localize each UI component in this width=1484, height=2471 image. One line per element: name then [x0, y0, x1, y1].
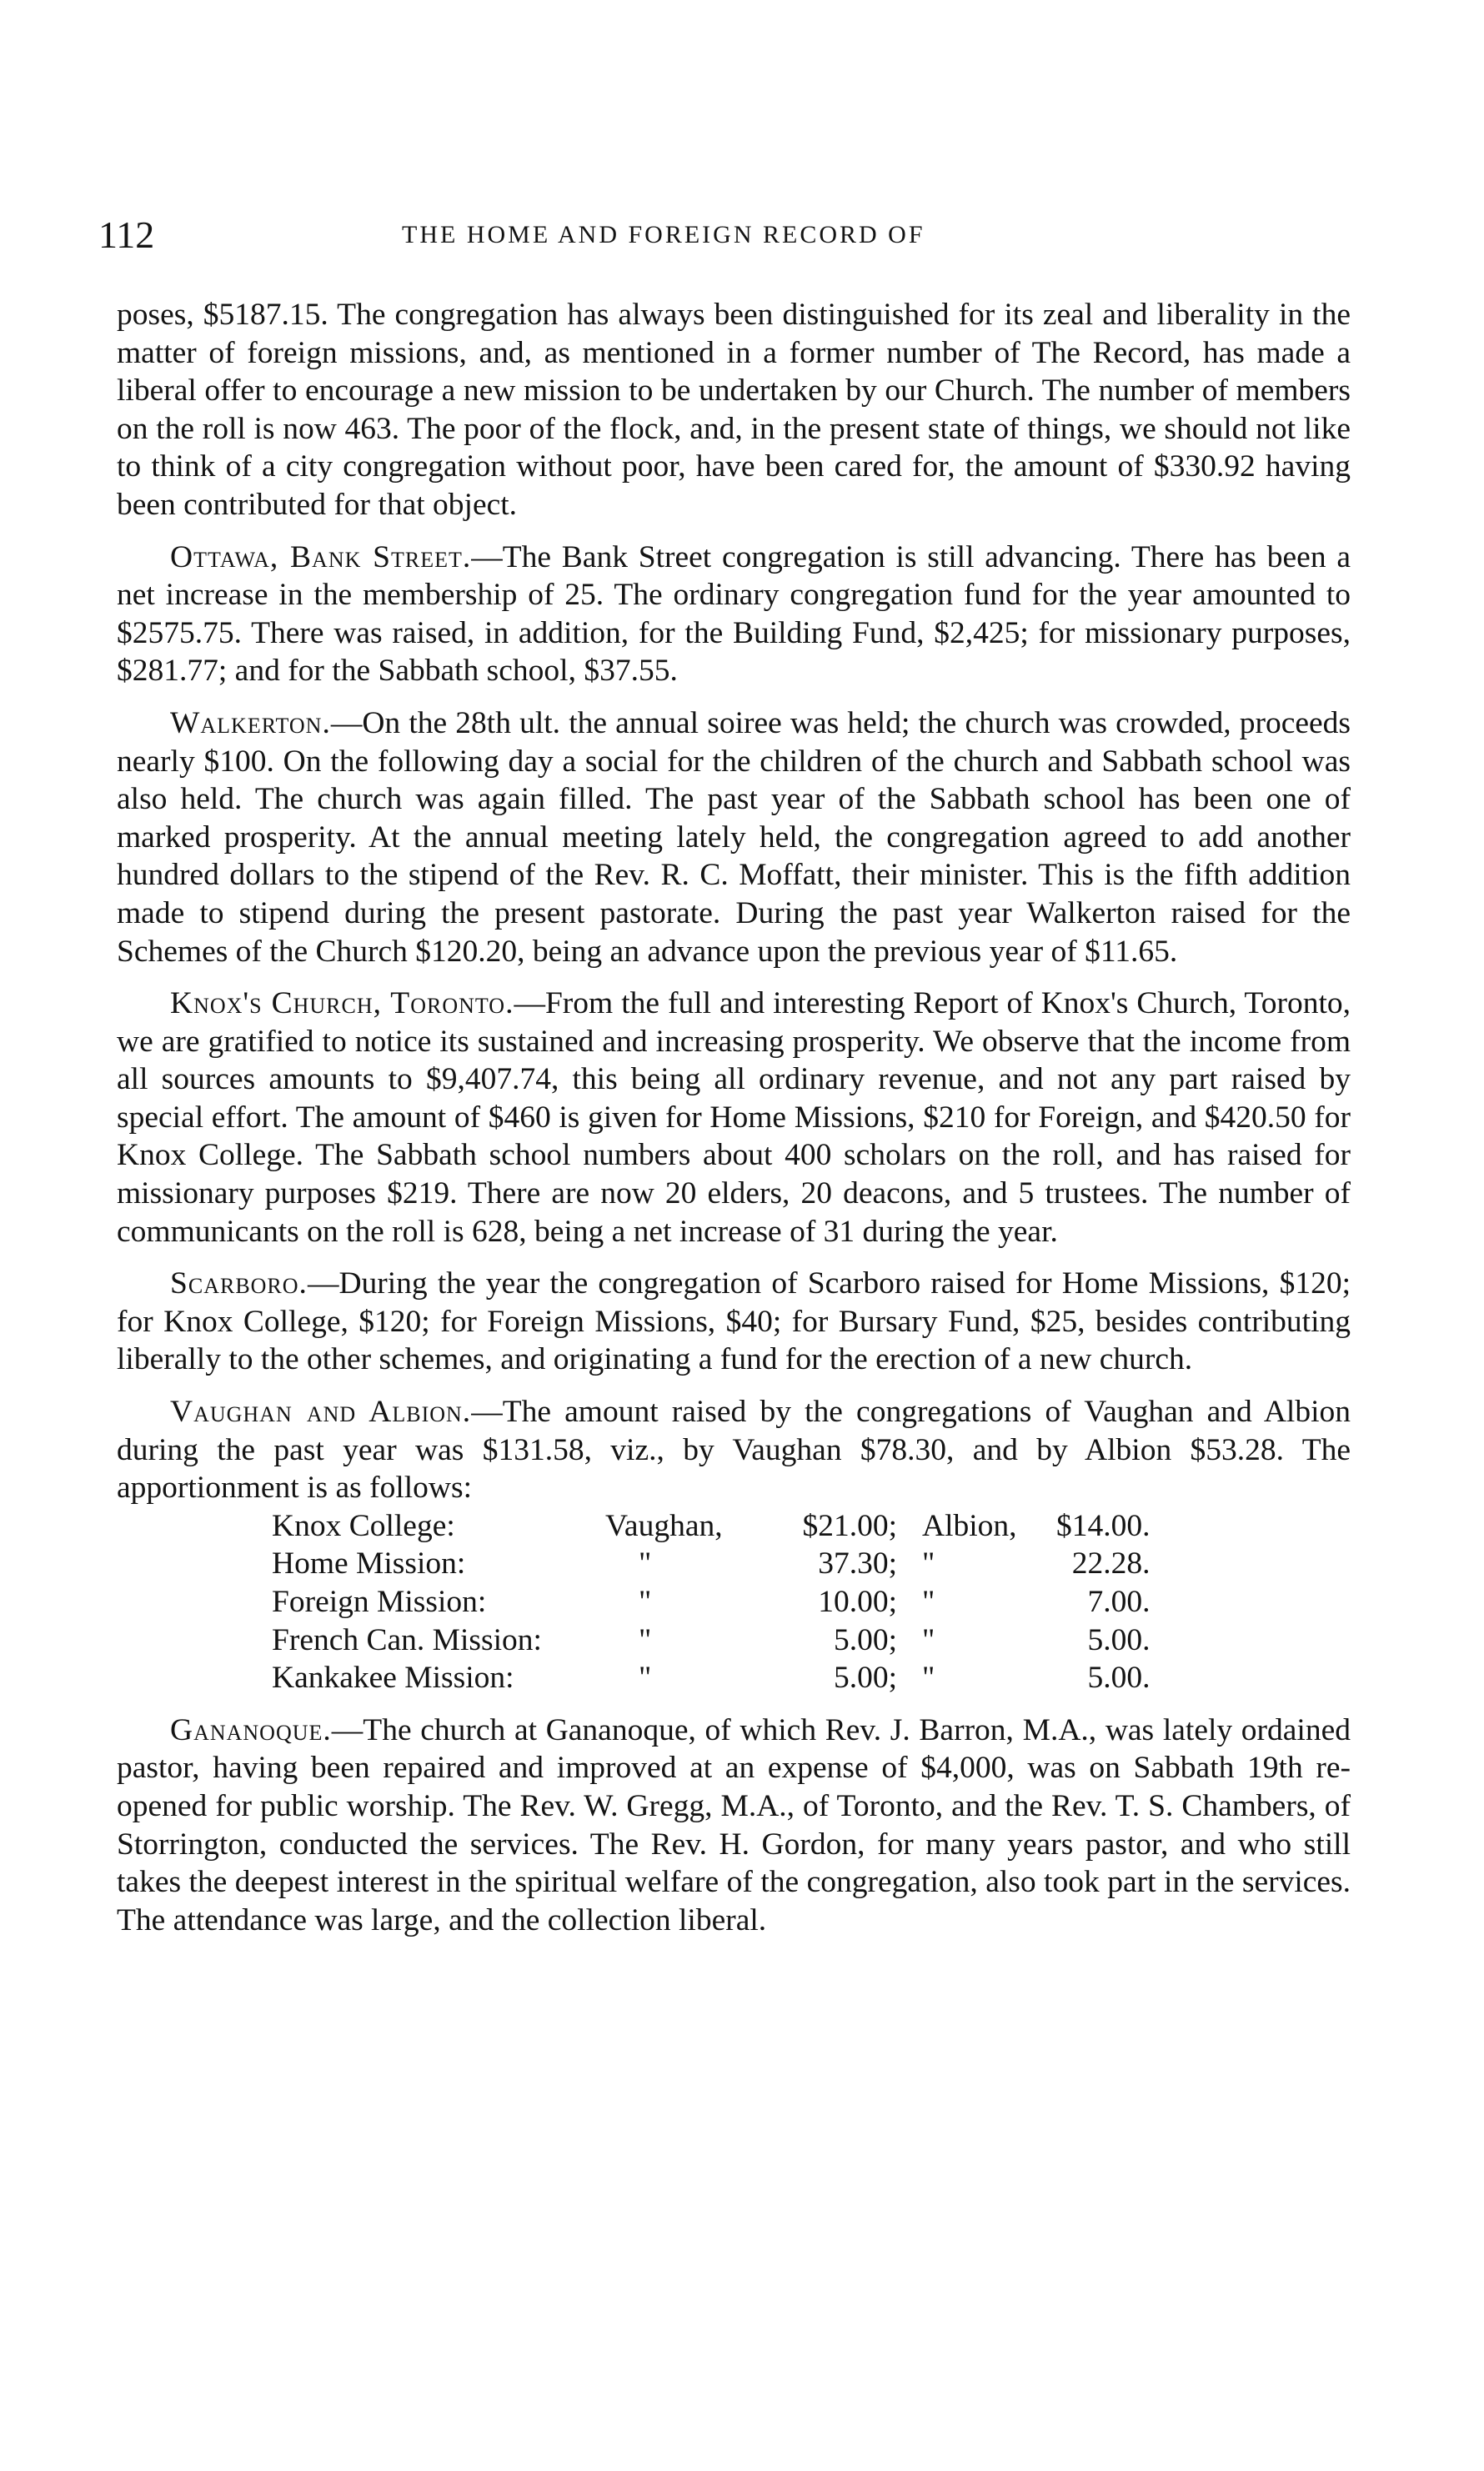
row-label: Knox College: [272, 1508, 455, 1543]
paragraph-text: —The church at Gananoque, of which Rev. J. Barron, M.A., was lately ordained pastor, having been repaired and improved at an expense of $4,000, was on Sabbath 19th re-opened for public worship. The Rev. W. Gregg, M.A., of Toronto, and the Rev. T. S. Chambers, of Storrington, conducted the services. The Rev. H. Gordon, for many years pastor, and who still takes the deepest interest in the spiritual welfare of the congregation, also took part in the services. The attendance was large, and the collection liberal. [117, 1712, 1351, 1937]
row-label: Foreign Mission: [272, 1585, 487, 1619]
paragraph-text: —The Bank Street congregation is still advancing. There has been a net increase in the membership of 25. The ordinary congregation fund for the year amounted to $2575.75. There was raised, in addition, for the Building Fund, $2,425; for missionary purposes, $281.77; and for the Sabbath school, $37.55. [117, 539, 1351, 689]
paragraph-text: —On the 28th ult. the annual soiree was held; the church was crowded, proceeds nearly $100. On the following day a social for the children of the church and Sabbath school was also held. The church was again filled. The past year of the Sabbath school has been one of marked prosperity. At the annual meeting lately held, the congregation agreed to add another hundred dollars to the stipend of the Rev. R. C. Moffatt, their minister. This is the fifth addition made to stipend during the present pastorate. During the past year Walkerton raised for the Schemes of the Church $120.20, being an advance upon the previous year of $11.65. [117, 705, 1351, 969]
albion-label: " [922, 1622, 935, 1657]
running-title: THE HOME AND FOREIGN RECORD OF [402, 221, 925, 248]
vaughan-label: " [639, 1585, 652, 1619]
albion-label: " [922, 1661, 935, 1696]
albion-amount: 5.00. [1087, 1661, 1151, 1696]
vaughan-label: " [639, 1622, 652, 1657]
paragraph-lead: Vaughan and Albion. [170, 1395, 472, 1430]
row-label: French Can. Mission: [272, 1622, 542, 1657]
albion-label: Albion, [922, 1508, 1017, 1543]
paragraph-lead: Knox's Church, Toronto. [170, 986, 514, 1021]
vaughan-label: Vaughan, [605, 1508, 723, 1543]
paragraph-ottawa-bank-street [117, 539, 1351, 690]
albion-amount: 5.00. [1087, 1622, 1151, 1657]
vaughan-amount: 10.00; [818, 1585, 897, 1619]
paragraph-walkerton [117, 704, 1351, 970]
page-header [98, 210, 1349, 260]
apportionment-table [272, 1507, 1151, 1697]
paragraph-knoxs-church [117, 985, 1351, 1251]
paragraph-continuation [117, 296, 1351, 524]
vaughan-amount: 5.00; [833, 1661, 897, 1696]
paragraph-text: —The amount raised by the congregations of Vaughan and Albion during the past year was $131.58, viz., by Vaughan $78.30, and by Albion $53.28. The apportionment is as follows: [117, 1395, 1351, 1506]
vaughan-label: " [639, 1546, 652, 1581]
albion-label: " [922, 1546, 935, 1581]
paragraph-lead: Ottawa, Bank Street. [170, 539, 472, 574]
albion-amount: 22.28. [1071, 1546, 1151, 1581]
vaughan-label: " [639, 1661, 652, 1696]
paragraph-lead: Scarboro. [170, 1266, 308, 1301]
table-row [272, 1583, 1151, 1621]
paragraph-text: —During the year the congregation of Scarboro raised for Home Missions, $120; for Knox College, $120; for Foreign Missions, $40; for Bursary Fund, $25, besides contributing liberally to the other schemes, and originating a fund for the erection of a new church. [117, 1266, 1351, 1377]
albion-amount: $14.00. [1056, 1508, 1151, 1543]
paragraph-text: poses, $5187.15. The congregation has always been distinguished for its zeal and liberality in the matter of foreign missions, and, as mentioned in a former number of The Record, has made a liberal offer to encourage a new mission to be undertaken by our Church. The number of members on the roll is now 463. The poor of the flock, and, in the present state of things, we should not like to think of a city congregation without poor, have been cared for, the amount of $330.92 having been contributed for that object. [117, 298, 1351, 522]
table-row [272, 1659, 1151, 1697]
row-label: Home Mission: [272, 1546, 466, 1581]
vaughan-amount: 37.30; [818, 1546, 897, 1581]
paragraph-text: —From the full and interesting Report of Knox's Church, Toronto, we are gratified to notice its sustained and increasing prosperity. We observe that the income from all sources amounts to $9,407.74, this being all ordinary revenue, and not any part raised by special effort. The amount of $460 is given for Home Missions, $210 for Foreign, and $420.50 for Knox College. The Sabbath school numbers about 400 scholars on the roll, and has raised for missionary purposes $219. There are now 20 elders, 20 deacons, and 5 trustees. The number of communicants on the roll is 628, being a net increase of 31 during the year. [117, 986, 1351, 1249]
paragraph-vaughan-albion [117, 1393, 1351, 1507]
vaughan-amount: 5.00; [833, 1622, 897, 1657]
row-label: Kankakee Mission: [272, 1661, 514, 1696]
table-row [272, 1545, 1151, 1583]
page-number: 112 [98, 213, 155, 256]
albion-label: " [922, 1585, 935, 1619]
albion-amount: 7.00. [1087, 1585, 1151, 1619]
paragraph-gananoque [117, 1712, 1351, 1940]
table-row [272, 1507, 1151, 1546]
table-row [272, 1621, 1151, 1660]
vaughan-amount: $21.00; [802, 1508, 897, 1543]
article-body [117, 296, 1351, 1953]
paragraph-lead: Walkerton. [170, 705, 331, 740]
paragraph-scarboro [117, 1265, 1351, 1379]
paragraph-lead: Gananoque. [170, 1712, 332, 1747]
